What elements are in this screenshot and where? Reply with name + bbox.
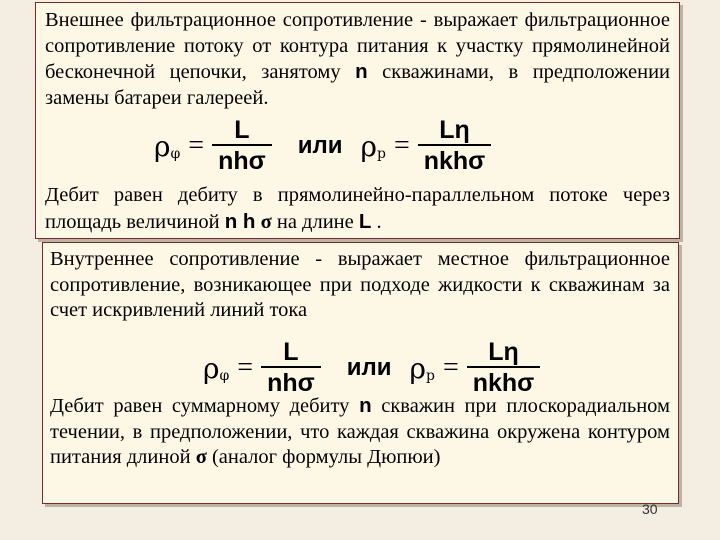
external-flow-rate-text: Дебит равен дебиту в прямолинейно-параллельном потоке через площадь величиной n h σ на длине L .	[45, 184, 670, 233]
or-word: или	[297, 132, 343, 159]
rho-symbol: ρ	[360, 129, 377, 163]
page-number: 30	[642, 501, 658, 517]
internal-flow-rate-text: Дебит равен суммарному дебиту n скважин при плоскорадиальном течении, в предположении, что каждая скважина окружена контуром питания длиной σ (аналог формулы Дюпюи)	[50, 394, 671, 468]
internal-resistance-block	[42, 242, 679, 504]
internal-resistance-formula: ρ φ = $\frac{L}{\text{nhσ}}$ или ρ p = $\frac{L\eta}{\text{nkhσ}}$	[203, 338, 540, 398]
fraction: $\frac{L}{\text{nhσ}}$	[212, 116, 272, 176]
external-resistance-definition: Внешнее фильтрационное сопротивление - выражает фильтрационное сопротивление потоку от контура питания к участку прямолинейной бесконечной цепочки, занятому n скважинами, в предположении замены батареи галереей.	[45, 9, 671, 109]
fraction: $\frac{L\eta}{\text{nkhσ}}$	[467, 338, 541, 398]
internal-resistance-definition: Внутреннее сопротивление - выражает местное фильтрационное сопротивление, возникающее при подходе жидкости к скважинам за счет искривлений линий тока	[50, 248, 670, 321]
rho-symbol: ρ	[203, 351, 220, 385]
rho-symbol: ρ	[154, 129, 171, 163]
or-word: или	[346, 354, 392, 381]
fraction: $\frac{L\eta}{\text{nkhσ}}$	[418, 116, 492, 176]
external-resistance-block	[35, 2, 680, 239]
rho-symbol: ρ	[409, 351, 426, 385]
fraction: $\frac{L}{\text{nhσ}}$	[261, 338, 321, 398]
n-symbol: n	[355, 60, 368, 83]
external-resistance-formula: ρ φ = $\frac{L}{\text{nhσ}}$ или ρ p = $\frac{L\eta}{\text{nkhσ}}$	[154, 116, 491, 176]
